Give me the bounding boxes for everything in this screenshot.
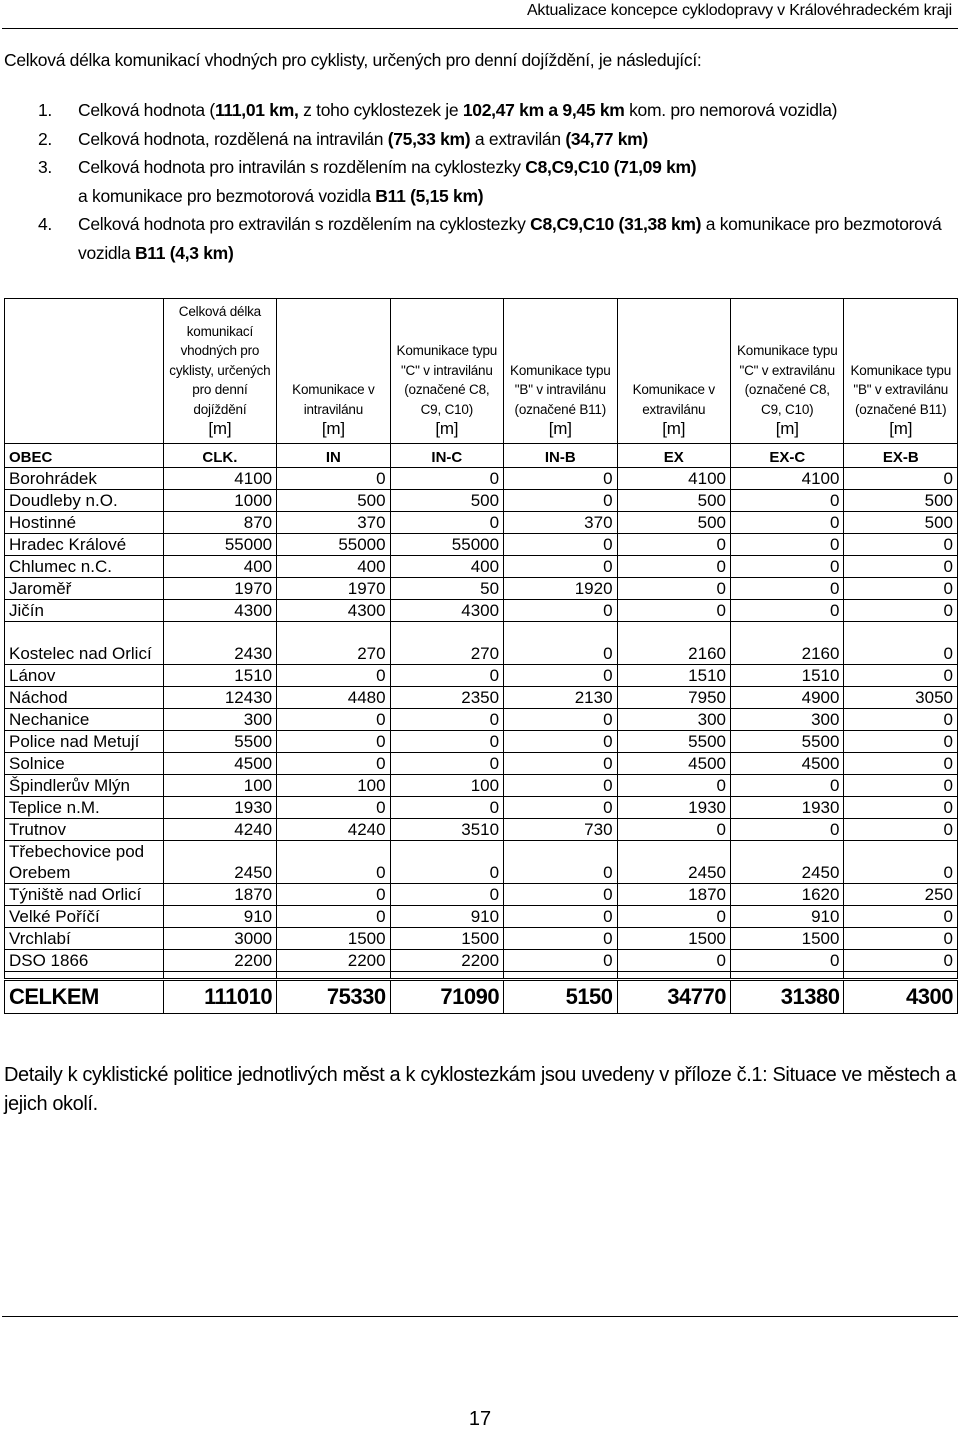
table-cell: 0 xyxy=(277,709,390,731)
table-cell: 1510 xyxy=(163,665,276,687)
table-cell: 4480 xyxy=(277,687,390,709)
table-cell: 0 xyxy=(390,468,503,490)
table-cell: 1500 xyxy=(277,928,390,950)
table-cell: 2450 xyxy=(163,841,276,884)
table-row xyxy=(5,731,958,753)
table-cell: 100 xyxy=(163,775,276,797)
table-cell: 0 xyxy=(844,819,958,841)
table-cell: 0 xyxy=(844,906,958,928)
table-cell: 500 xyxy=(617,490,730,512)
table-cell: 0 xyxy=(390,841,503,884)
table-cell: 55000 xyxy=(390,534,503,556)
table-cell: 0 xyxy=(731,578,844,600)
item-part: 111,01 km, xyxy=(214,100,299,120)
spacer-cell xyxy=(5,972,164,980)
table-cell: 300 xyxy=(731,709,844,731)
summary-list xyxy=(38,96,943,267)
column-header-text: Komunikace v intravilánu xyxy=(292,382,375,417)
table-cell: 0 xyxy=(844,753,958,775)
table-row xyxy=(5,512,958,534)
column-unit: [m] xyxy=(889,419,913,438)
table-cell: 0 xyxy=(617,556,730,578)
page-number: 17 xyxy=(468,1408,492,1430)
table-cell: 0 xyxy=(390,709,503,731)
table-cell: 0 xyxy=(504,928,617,950)
table-cell: 3050 xyxy=(844,687,958,709)
table-cell: 4240 xyxy=(277,819,390,841)
item-number: 4. xyxy=(38,214,52,234)
spacer-cell xyxy=(277,972,390,980)
column-header xyxy=(5,299,164,444)
item-part: z toho cyklostezek je xyxy=(298,100,463,120)
table-cell: 0 xyxy=(617,600,730,622)
table-row xyxy=(5,884,958,906)
municipality-name: Třebechovice pod Orebem xyxy=(5,841,164,884)
table-cell: 2450 xyxy=(617,841,730,884)
table-cell: 1500 xyxy=(390,928,503,950)
table-cell: 0 xyxy=(277,665,390,687)
summary-item xyxy=(38,210,943,267)
table-cell: 400 xyxy=(277,556,390,578)
table-cell: 0 xyxy=(844,556,958,578)
table-cell: 0 xyxy=(277,906,390,928)
total-cell: 34770 xyxy=(617,980,730,1014)
table-row xyxy=(5,841,958,884)
column-header-text: Komunikace typu "B" v extravilánu (označené B11) xyxy=(850,362,952,417)
total-cell: 5150 xyxy=(504,980,617,1014)
footer-rule xyxy=(2,1316,958,1317)
column-header xyxy=(277,299,390,444)
table-cell: 0 xyxy=(277,797,390,819)
table-cell: 0 xyxy=(844,468,958,490)
table-cell: 0 xyxy=(504,775,617,797)
column-unit: [m] xyxy=(775,419,799,438)
table-cell: 0 xyxy=(277,731,390,753)
table-cell: 0 xyxy=(617,950,730,972)
table-cell: 1930 xyxy=(617,797,730,819)
table-cell: 2130 xyxy=(504,687,617,709)
table-cell: 400 xyxy=(390,556,503,578)
spacer-cell xyxy=(504,972,617,980)
municipality-name: Špindlerův Mlýn xyxy=(5,775,164,797)
column-code: EX xyxy=(617,444,730,468)
table-cell: 4300 xyxy=(277,600,390,622)
table-cell: 0 xyxy=(844,534,958,556)
table-cell: 100 xyxy=(277,775,390,797)
table-cell: 4900 xyxy=(731,687,844,709)
column-header-text: Celková délka komunikací vhodných pro cyklisty, určených pro denní dojíždění xyxy=(169,304,271,417)
table-cell: 910 xyxy=(390,906,503,928)
table-cell: 0 xyxy=(731,556,844,578)
column-header xyxy=(390,299,503,444)
table-cell: 500 xyxy=(277,490,390,512)
table-cell: 0 xyxy=(844,797,958,819)
municipality-name: Jičín xyxy=(5,600,164,622)
table-cell: 300 xyxy=(617,709,730,731)
table-cell: 270 xyxy=(390,622,503,665)
table-row xyxy=(5,622,958,665)
table-cell: 250 xyxy=(844,884,958,906)
table-cell: 0 xyxy=(731,950,844,972)
item-part: C8,C9,C10 (71,09 km) xyxy=(525,157,697,177)
table-cell: 0 xyxy=(844,731,958,753)
table-cell: 500 xyxy=(390,490,503,512)
column-code: OBEC xyxy=(5,444,164,468)
table-cell: 1930 xyxy=(163,797,276,819)
table-cell: 0 xyxy=(277,468,390,490)
spacer-cell xyxy=(731,972,844,980)
item-part: a komunikace pro bezmotorová vozidla xyxy=(78,185,376,206)
municipality-name: Teplice n.M. xyxy=(5,797,164,819)
table-cell: 910 xyxy=(731,906,844,928)
table-row xyxy=(5,709,958,731)
table-cell: 0 xyxy=(617,775,730,797)
table-cell: 370 xyxy=(277,512,390,534)
bike-routes-table xyxy=(4,298,958,1014)
spacer-cell xyxy=(390,972,503,980)
table-cell: 0 xyxy=(504,490,617,512)
table-cell: 0 xyxy=(277,753,390,775)
summary-item xyxy=(38,96,943,125)
table-cell: 270 xyxy=(277,622,390,665)
column-code: CLK. xyxy=(163,444,276,468)
table-cell: 0 xyxy=(504,841,617,884)
table-cell: 0 xyxy=(844,775,958,797)
table-cell: 100 xyxy=(390,775,503,797)
table-cell: 4240 xyxy=(163,819,276,841)
table-cell: 0 xyxy=(277,841,390,884)
column-code: EX-B xyxy=(844,444,958,468)
table-cell: 1870 xyxy=(617,884,730,906)
municipality-name: Nechanice xyxy=(5,709,164,731)
table-cell: 2430 xyxy=(163,622,276,665)
municipality-name: Náchod xyxy=(5,687,164,709)
table-cell: 300 xyxy=(163,709,276,731)
table-body xyxy=(5,444,958,1014)
table-cell: 0 xyxy=(844,578,958,600)
column-unit: [m] xyxy=(321,419,345,438)
table-cell: 55000 xyxy=(277,534,390,556)
item-part: Celková hodnota, rozdělená na intravilán xyxy=(78,128,388,149)
header-rule xyxy=(2,28,958,29)
table-cell: 0 xyxy=(390,665,503,687)
column-unit: [m] xyxy=(662,419,686,438)
table-cell: 7950 xyxy=(617,687,730,709)
item-part: (75,33 km) xyxy=(387,128,471,149)
table-cell: 4500 xyxy=(731,753,844,775)
column-header-text: Komunikace typu "C" v intravilánu (označené C8, C9, C10) xyxy=(396,343,498,417)
table-cell: 0 xyxy=(390,731,503,753)
table-cell: 0 xyxy=(617,906,730,928)
table-cell: 870 xyxy=(163,512,276,534)
table-cell: 1510 xyxy=(731,665,844,687)
item-part: a komunikace pro bezmotorová vozidla xyxy=(78,214,942,263)
table-cell: 0 xyxy=(504,468,617,490)
table-cell: 500 xyxy=(844,512,958,534)
table-cell: 1930 xyxy=(731,797,844,819)
table-cell: 2160 xyxy=(617,622,730,665)
table-cell: 50 xyxy=(390,578,503,600)
municipality-name: Police nad Metují xyxy=(5,731,164,753)
item-number: 3. xyxy=(38,157,52,177)
table-cell: 0 xyxy=(504,950,617,972)
column-header xyxy=(504,299,617,444)
table-row xyxy=(5,687,958,709)
table-cell: 500 xyxy=(617,512,730,534)
table-cell: 4100 xyxy=(731,468,844,490)
column-code: IN-B xyxy=(504,444,617,468)
table-cell: 5500 xyxy=(617,731,730,753)
table-row xyxy=(5,775,958,797)
table-cell: 0 xyxy=(504,906,617,928)
table-cell: 0 xyxy=(844,600,958,622)
table-cell: 2200 xyxy=(163,950,276,972)
table-cell: 0 xyxy=(277,884,390,906)
table-cell: 2160 xyxy=(731,622,844,665)
table-cell: 2450 xyxy=(731,841,844,884)
table-header-row xyxy=(5,299,958,444)
summary-item xyxy=(38,125,943,154)
table-cell: 1970 xyxy=(163,578,276,600)
table-cell: 0 xyxy=(504,600,617,622)
table-cell: 12430 xyxy=(163,687,276,709)
table-cell: 910 xyxy=(163,906,276,928)
running-header: Aktualizace koncepce cyklodopravy v Královéhradeckém kraji xyxy=(526,2,952,19)
table-cell: 0 xyxy=(504,709,617,731)
table-cell: 0 xyxy=(504,731,617,753)
table-row xyxy=(5,753,958,775)
table-cell: 4100 xyxy=(163,468,276,490)
item-part: Celková hodnota pro extravilán s rozdělením na cyklostezky xyxy=(78,214,531,234)
table-cell: 4500 xyxy=(163,753,276,775)
table-cell: 1510 xyxy=(617,665,730,687)
total-cell: 71090 xyxy=(390,980,503,1014)
total-cell: 4300 xyxy=(844,980,958,1014)
item-part: C8,C9,C10 (31,38 km) xyxy=(530,214,702,234)
municipality-name: Trutnov xyxy=(5,819,164,841)
municipality-name: Hostinné xyxy=(5,512,164,534)
spacer-cell xyxy=(163,972,276,980)
total-cell: 75330 xyxy=(277,980,390,1014)
table-cell: 1500 xyxy=(617,928,730,950)
table-cell: 0 xyxy=(731,819,844,841)
table-cell: 2200 xyxy=(390,950,503,972)
item-part: 102,47 km a 9,45 km xyxy=(462,100,625,120)
table-cell: 0 xyxy=(390,797,503,819)
column-unit: [m] xyxy=(548,419,572,438)
column-header-text: Komunikace v extravilánu xyxy=(632,382,715,417)
table-cell: 4300 xyxy=(390,600,503,622)
item-number: 1. xyxy=(38,100,52,120)
summary-item xyxy=(38,153,943,210)
column-header xyxy=(731,299,844,444)
table-cell: 0 xyxy=(844,665,958,687)
item-part: kom. pro nemorová vozidla) xyxy=(624,100,838,120)
table-row xyxy=(5,578,958,600)
table-row xyxy=(5,534,958,556)
item-part: B11 (5,15 km) xyxy=(375,185,484,206)
total-cell: 111010 xyxy=(163,980,276,1014)
table-cell: 4500 xyxy=(617,753,730,775)
column-header xyxy=(617,299,730,444)
municipality-name: DSO 1866 xyxy=(5,950,164,972)
table-row xyxy=(5,600,958,622)
table-cell: 0 xyxy=(617,578,730,600)
municipality-name: Chlumec n.C. xyxy=(5,556,164,578)
table-row xyxy=(5,950,958,972)
item-part: Celková hodnota pro intravilán s rozdělením na cyklostezky xyxy=(78,157,526,177)
table-cell: 0 xyxy=(390,753,503,775)
table-cell: 0 xyxy=(504,797,617,819)
table-cell: 1000 xyxy=(163,490,276,512)
table-cell: 370 xyxy=(504,512,617,534)
column-header xyxy=(844,299,958,444)
column-unit: [m] xyxy=(435,419,459,438)
municipality-name: Doudleby n.O. xyxy=(5,490,164,512)
table-cell: 2200 xyxy=(277,950,390,972)
table-cell: 3000 xyxy=(163,928,276,950)
table-cell: 0 xyxy=(731,775,844,797)
table-cell: 2350 xyxy=(390,687,503,709)
item-number: 2. xyxy=(38,128,52,149)
table-cell: 0 xyxy=(844,709,958,731)
table-cell: 3510 xyxy=(390,819,503,841)
table-cell: 0 xyxy=(844,928,958,950)
table-cell: 0 xyxy=(504,534,617,556)
municipality-name: Borohrádek xyxy=(5,468,164,490)
intro-paragraph: Celková délka komunikací vhodných pro cyklisty, určených pro denní dojíždění, je následující: xyxy=(4,50,702,70)
table-cell: 0 xyxy=(731,600,844,622)
municipality-name: Velké Poříčí xyxy=(5,906,164,928)
municipality-name: Jaroměř xyxy=(5,578,164,600)
table-cell: 0 xyxy=(844,622,958,665)
table-cell: 0 xyxy=(504,884,617,906)
municipality-name: Vrchlabí xyxy=(5,928,164,950)
table-row xyxy=(5,797,958,819)
table-row xyxy=(5,490,958,512)
table-cell: 1970 xyxy=(277,578,390,600)
table-row xyxy=(5,819,958,841)
table-cell: 0 xyxy=(617,534,730,556)
table-cell: 1920 xyxy=(504,578,617,600)
table-row xyxy=(5,556,958,578)
item-part: B11 (4,3 km) xyxy=(134,242,234,263)
table-cell: 0 xyxy=(844,841,958,884)
table-cell: 0 xyxy=(504,665,617,687)
municipality-name: Hradec Králové xyxy=(5,534,164,556)
column-code: IN-C xyxy=(390,444,503,468)
table-spacer xyxy=(5,972,958,980)
table-cell: 0 xyxy=(731,534,844,556)
spacer-cell xyxy=(617,972,730,980)
code-row xyxy=(5,444,958,468)
table-cell: 4300 xyxy=(163,600,276,622)
table-cell: 1870 xyxy=(163,884,276,906)
item-part: (34,77 km) xyxy=(565,128,648,149)
municipality-name: Kostelec nad Orlicí xyxy=(5,622,164,665)
column-code: IN xyxy=(277,444,390,468)
closing-paragraph: Detaily k cyklistické politice jednotlivých měst a k cyklostezkám jsou uvedeny v příloze č.1: Situace ve městech a jejich okolí. xyxy=(4,1064,956,1115)
municipality-name: Lánov xyxy=(5,665,164,687)
table-cell: 0 xyxy=(731,512,844,534)
table-cell: 0 xyxy=(390,884,503,906)
column-code: EX-C xyxy=(731,444,844,468)
item-part: Celková hodnota ( xyxy=(78,100,215,120)
table-cell: 1500 xyxy=(731,928,844,950)
table-cell: 0 xyxy=(390,512,503,534)
column-header-text: Komunikace typu "C" v extravilánu (označené C8, C9, C10) xyxy=(736,343,838,417)
table-cell: 730 xyxy=(504,819,617,841)
table-row xyxy=(5,468,958,490)
column-header-text: Komunikace typu "B" v intravilánu (označené B11) xyxy=(510,362,611,417)
table-cell: 4100 xyxy=(617,468,730,490)
municipality-name: Solnice xyxy=(5,753,164,775)
total-label: CELKEM xyxy=(5,980,164,1014)
table-cell: 5500 xyxy=(163,731,276,753)
column-unit: [m] xyxy=(208,419,232,438)
table-cell: 0 xyxy=(617,819,730,841)
table-cell: 0 xyxy=(844,950,958,972)
table-cell: 0 xyxy=(504,753,617,775)
table-cell: 1620 xyxy=(731,884,844,906)
table-row xyxy=(5,928,958,950)
item-part: a extravilán xyxy=(470,128,566,149)
table-cell: 55000 xyxy=(163,534,276,556)
spacer-cell xyxy=(844,972,958,980)
total-row xyxy=(5,980,958,1014)
total-cell: 31380 xyxy=(731,980,844,1014)
table-cell: 0 xyxy=(731,490,844,512)
table-row xyxy=(5,665,958,687)
column-header xyxy=(163,299,276,444)
table-cell: 400 xyxy=(163,556,276,578)
table-row xyxy=(5,906,958,928)
table-cell: 0 xyxy=(504,622,617,665)
table-cell: 0 xyxy=(504,556,617,578)
table-cell: 5500 xyxy=(731,731,844,753)
municipality-name: Týniště nad Orlicí xyxy=(5,884,164,906)
table-cell: 500 xyxy=(844,490,958,512)
